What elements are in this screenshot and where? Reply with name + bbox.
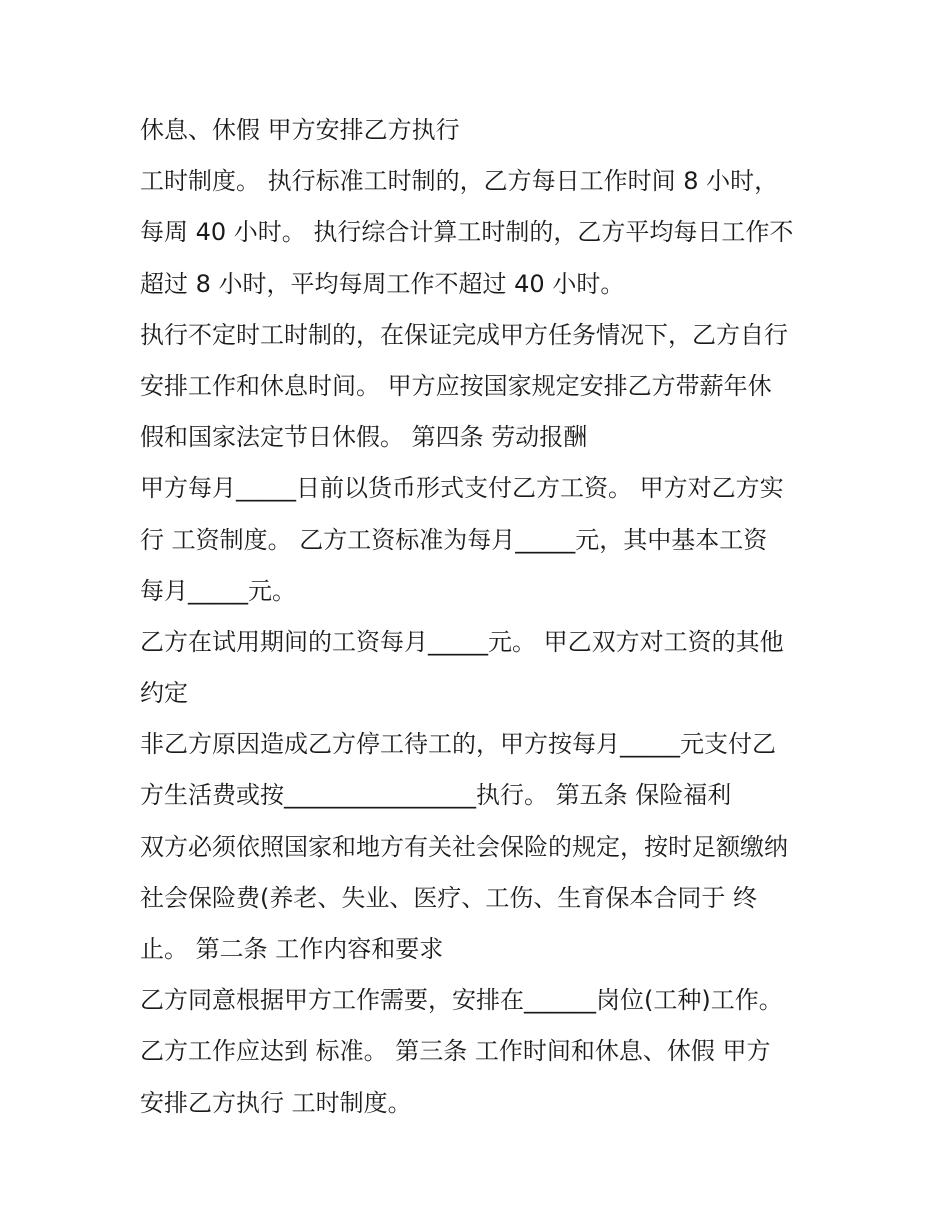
text-line: 方生活费或按________________执行。 第五条 保险福利	[140, 781, 732, 810]
text-line: 约定	[140, 679, 188, 708]
text-line: 执行不定时工时制的，在保证完成甲方任务情况下，乙方自行	[140, 320, 788, 349]
text-line: 乙方工作应达到 标准。 第三条 工作时间和休息、休假 甲方	[140, 1037, 771, 1066]
text-line: 安排工作和休息时间。 甲方应按国家规定安排乙方带薪年休	[140, 371, 772, 400]
text-line: 甲方每月_____日前以货币形式支付乙方工资。 甲方对乙方实	[140, 474, 784, 503]
text-line: 休息、休假 甲方安排乙方执行	[140, 116, 460, 144]
document-body	[140, 105, 830, 1129]
text-line: 工时制度。 执行标准工时制的，乙方每日工作时间 8 小时，	[140, 167, 779, 196]
text-line: 行 工资制度。 乙方工资标准为每月_____元，其中基本工资	[140, 525, 768, 554]
text-line: 每周 40 小时。 执行综合计算工时制的，乙方平均每日工作不	[140, 218, 794, 247]
text-line: 双方必须依照国家和地方有关社会保险的规定，按时足额缴纳	[140, 832, 788, 861]
text-line: 假和国家法定节日休假。 第四条 劳动报酬	[140, 423, 588, 452]
text-line: 每月_____元。	[140, 576, 296, 605]
text-line: 乙方在试用期间的工资每月_____元。 甲乙双方对工资的其他	[140, 627, 784, 656]
text-line: 超过 8 小时，平均每周工作不超过 40 小时。	[140, 269, 625, 298]
text-line: 非乙方原因造成乙方停工待工的，甲方按每月_____元支付乙	[140, 730, 776, 759]
text-line: 乙方同意根据甲方工作需要，安排在______岗位(工种)工作。	[140, 986, 783, 1015]
text-line: 安排乙方执行 工时制度。	[140, 1088, 412, 1117]
text-line: 社会保险费(养老、失业、医疗、工伤、生育保本合同于 终	[140, 883, 757, 912]
text-line: 止。 第二条 工作内容和要求	[140, 935, 444, 963]
